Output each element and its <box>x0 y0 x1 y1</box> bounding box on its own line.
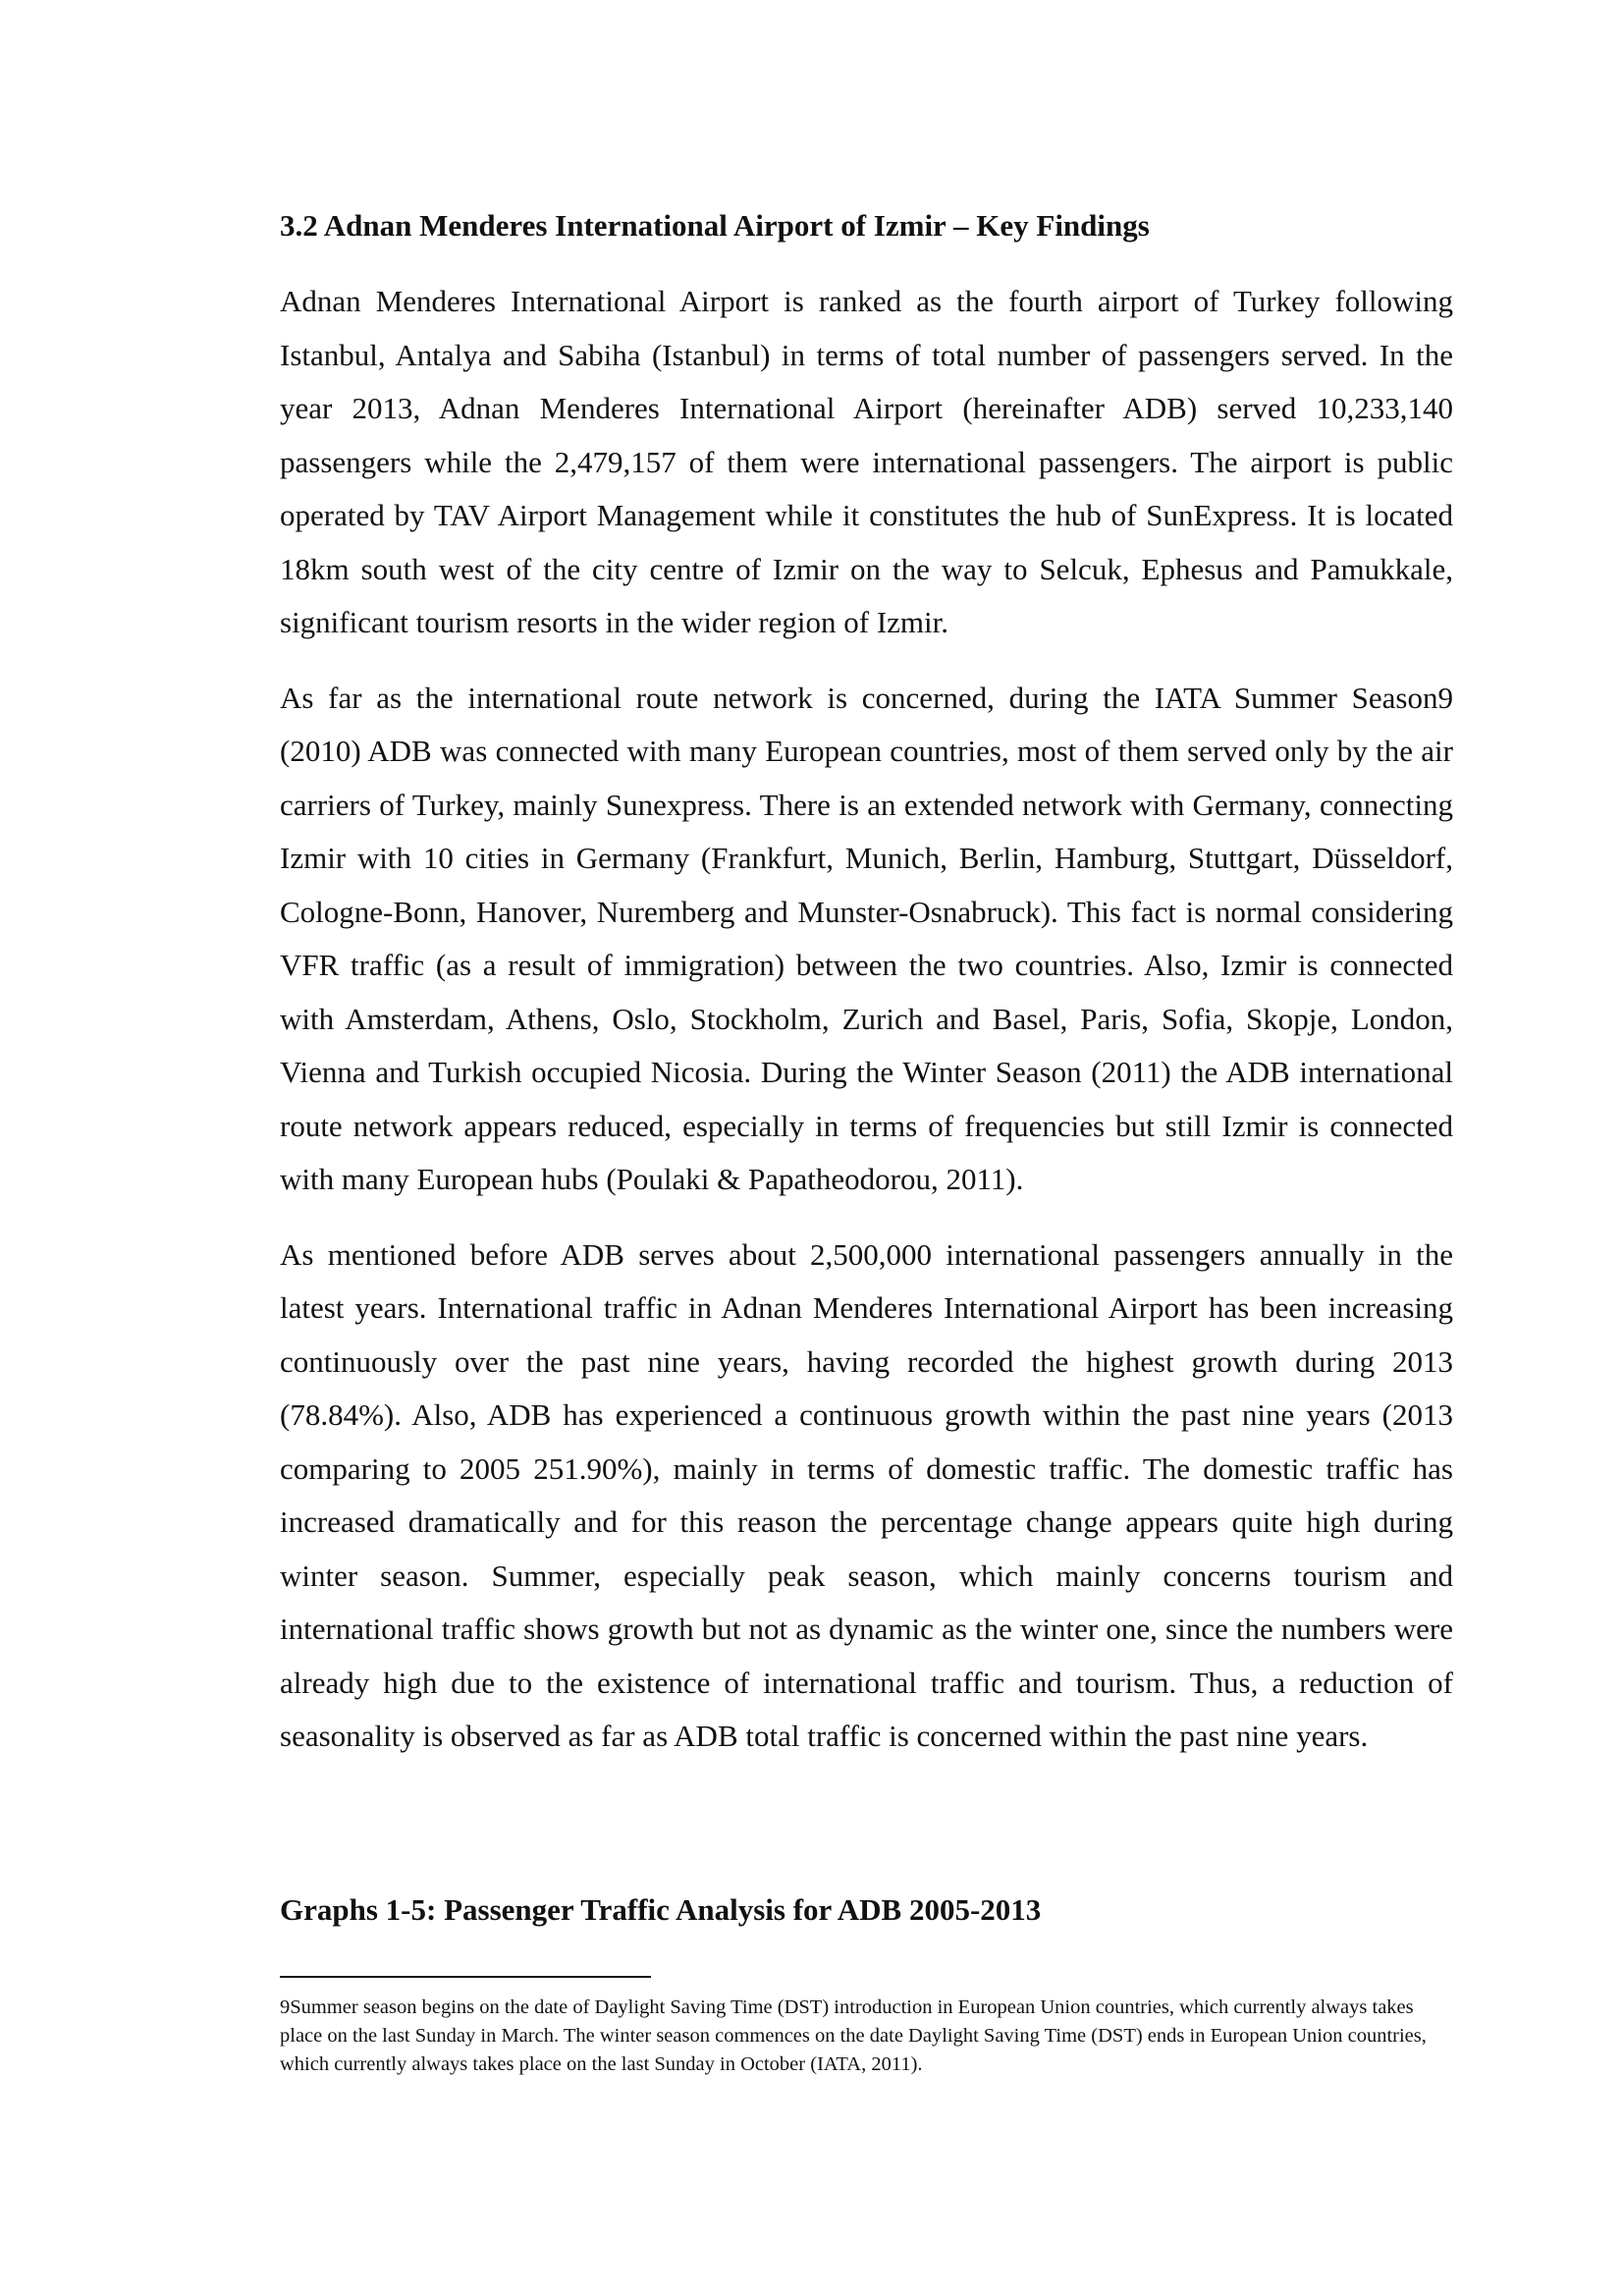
graphs-heading: Graphs 1-5: Passenger Traffic Analysis for ADB 2005-2013 <box>280 1892 1042 1927</box>
paragraph-1: Adnan Menderes International Airport is ranked as the fourth airport of Turkey following Istanbul, Antalya and Sabiha (Istanbul) in terms of total number of passengers served. In the year 2013, Adnan Menderes International Airport (hereinafter ADB) served 10,233,140 passengers while the 2,479,157 of them were international passengers. The airport is public operated by TAV Airport Management while it constitutes the hub of SunExpress. It is located 18km south west of the city centre of Izmir on the way to Selcuk, Ephesus and Pamukkale, significant tourism resorts in the wider region of Izmir. <box>280 284 1453 639</box>
paragraph-2 <box>280 672 1453 1207</box>
paragraph-3: As mentioned before ADB serves about 2,500,000 international passengers annually in the latest years. International traffic in Adnan Menderes International Airport has been increasing continuously over the past nine years, having recorded the highest growth during 2013 (78.84%). Also, ADB has experienced a continuous growth within the past nine years (2013 comparing to 2005 251.90%), mainly in terms of domestic traffic. The domestic traffic has increased dramatically and for this reason the percentage change appears quite high during winter season. Summer, especially peak season, which mainly concerns tourism and international traffic shows growth but not as dynamic as the winter one, since the numbers were already high due to the existence of international traffic and tourism. Thus, a reduction of seasonality is observed as far as ADB total traffic is concerned within the past nine years. <box>280 1236 1453 1753</box>
main-content <box>280 206 1453 1785</box>
section-heading: 3.2 Adnan Menderes International Airport of Izmir – Key Findings <box>280 208 1150 243</box>
paragraph-2-text-after-note: (2010) ADB was connected with many European countries, most of them served only by the air carriers of Turkey, mainly Sunexpress. There is an extended network with Germany, connecting Izmir with 10 cities in Germany (Frankfurt, Munich, Berlin, Hamburg, Stuttgart, Düsseldorf, Cologne-Bonn, Hanover, Nuremberg and Munster-Osnabruck). This fact is normal considering VFR traffic (as a result of immigration) between the two countries. Also, Izmir is connected with Amsterdam, Athens, Oslo, Stockholm, Zurich and Basel, Paris, Sofia, Skopje, London, Vienna and Turkish occupied Nicosia. During the Winter Season (2011) the ADB international route network appears reduced, especially in terms of frequencies but still Izmir is connected with many European hubs (Poulaki & Papatheodorou, 2011). <box>280 734 1453 1196</box>
footnote-reference: 9 <box>1437 680 1453 715</box>
footnote-text: Summer season begins on the date of Daylight Saving Time (DST) introduction in European Union countries, which currently always takes place on the last Sunday in March. The winter season commences on the date Daylight Saving Time (DST) ends in European Union countries, which currently always takes place on the last Sunday in October (IATA, 2011). <box>280 1996 1427 2075</box>
footnote-mark: 9 <box>280 1996 291 2018</box>
footnote <box>280 1994 1453 2079</box>
footnote-separator <box>280 1976 651 1978</box>
paragraph-2-text-before-note: As far as the international route network is concerned, during the IATA Summer Season <box>280 680 1438 715</box>
